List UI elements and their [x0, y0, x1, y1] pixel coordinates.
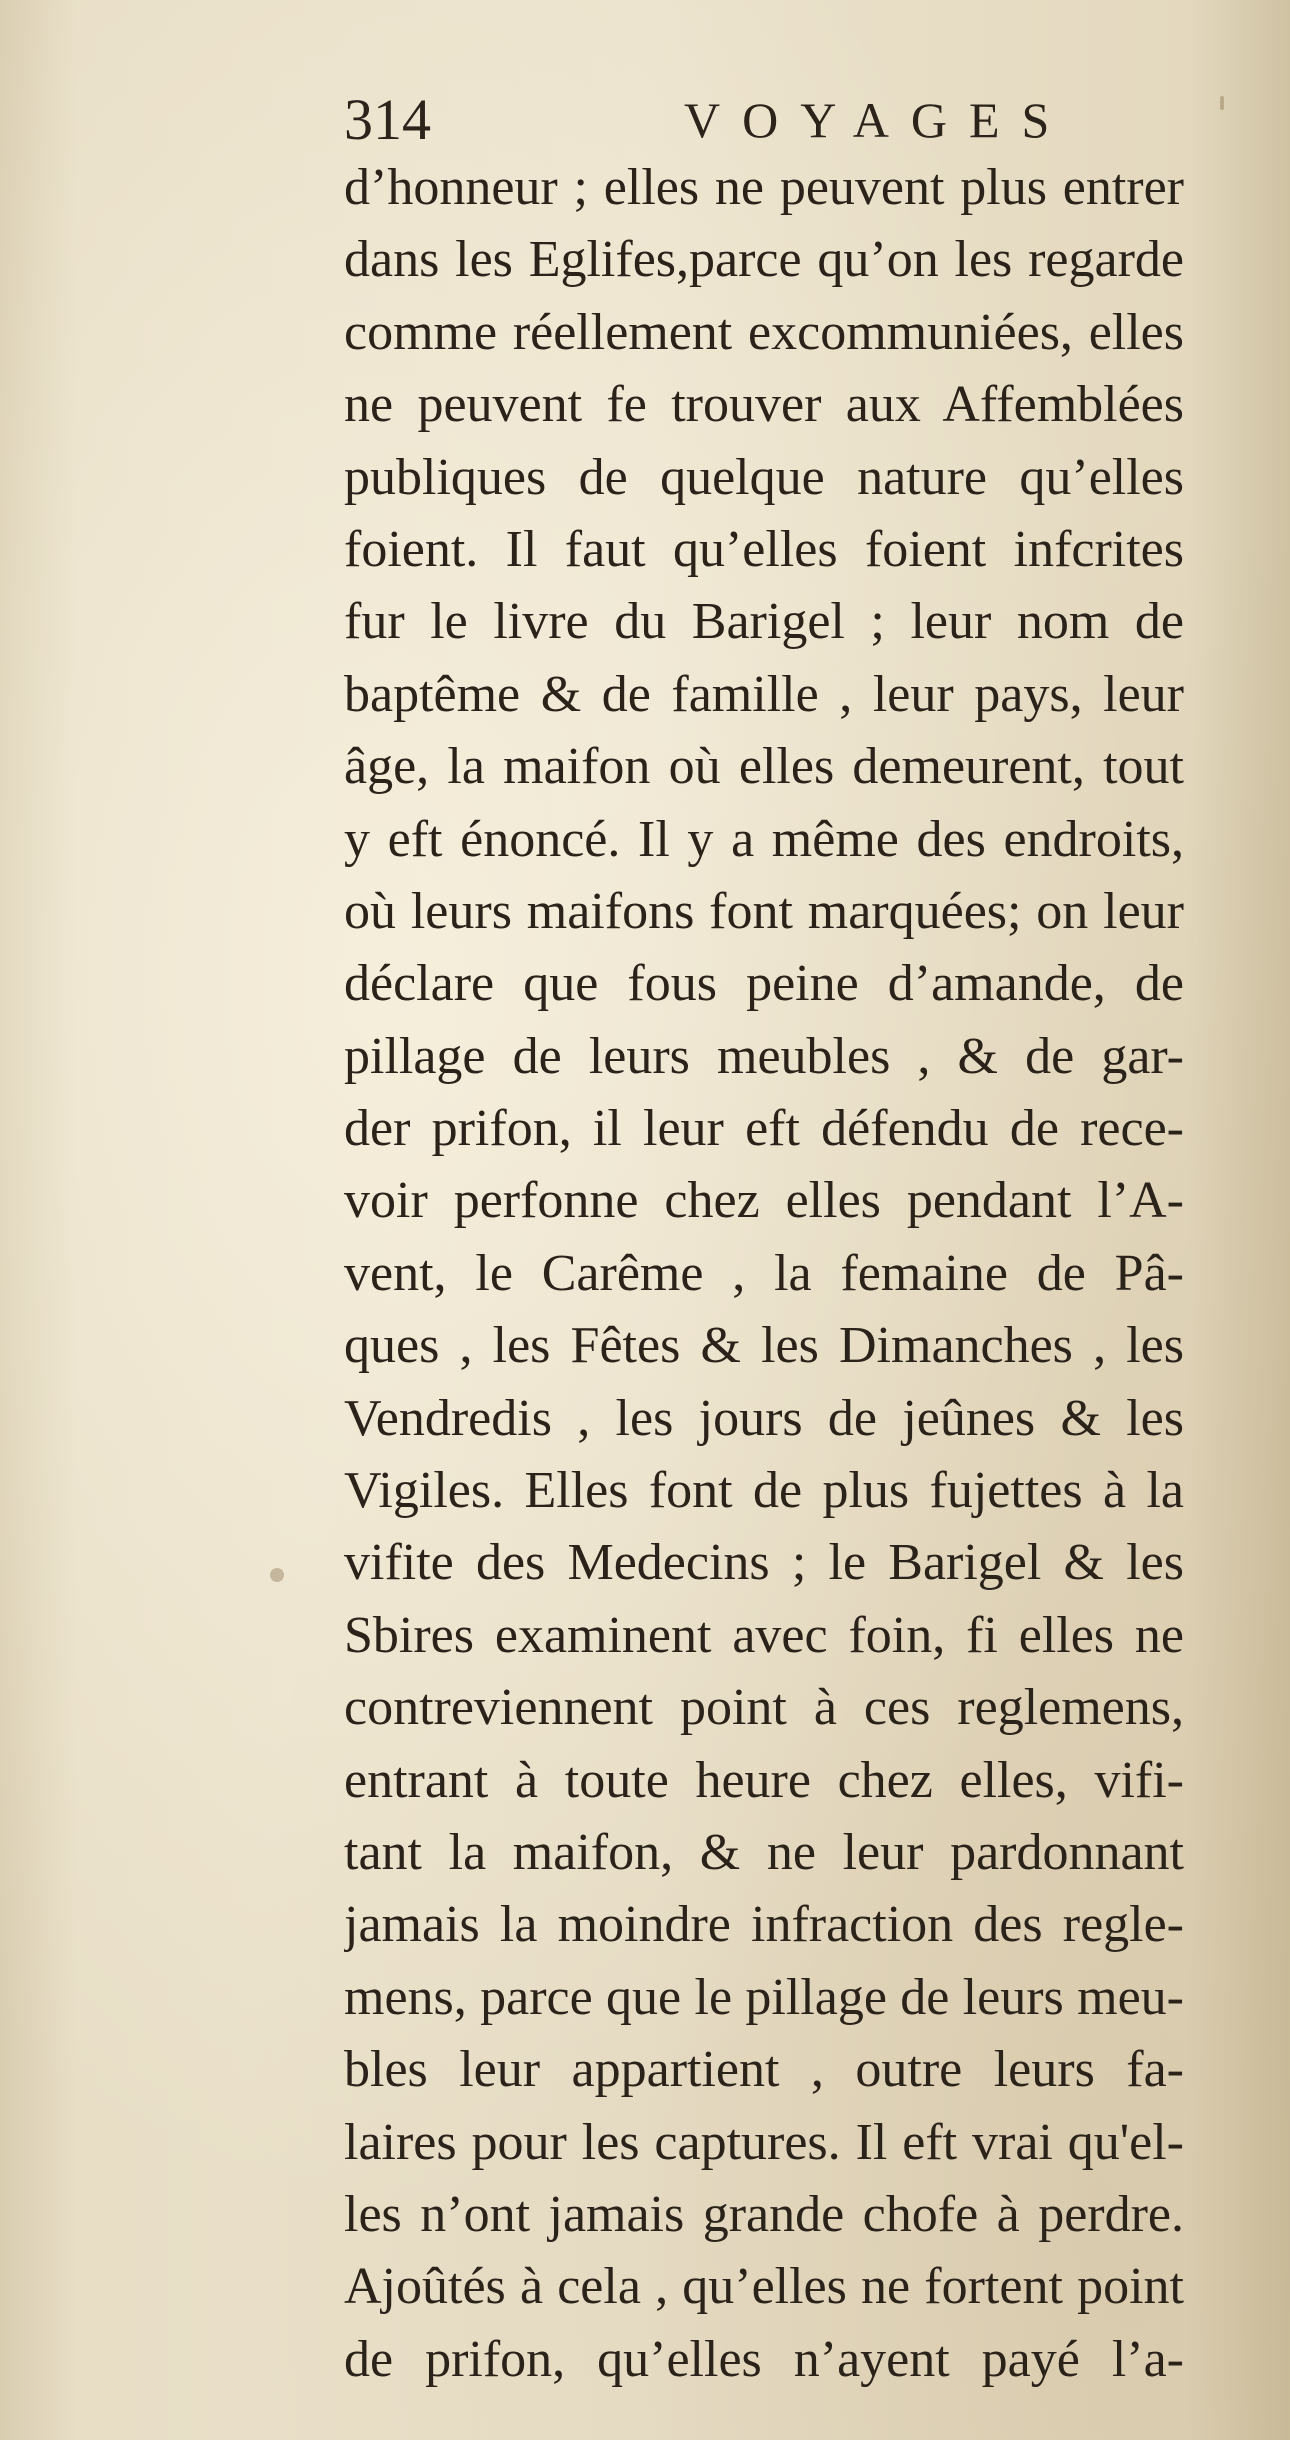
text-line: bles leur appartient , outre leurs fa- — [344, 2041, 1184, 2099]
text-line: d’honneur ; elles ne peuvent plus entrer — [344, 159, 1184, 216]
text-line: mens, parce que le pillage de leurs meu- — [344, 1968, 1184, 2026]
text-line: vent, le Carême , la femaine de Pâ- — [344, 1244, 1184, 1302]
text-line: où leurs maifons font marquées; on leur — [344, 882, 1184, 940]
text-line: Ajoûtés à cela , qu’elles ne fortent point — [344, 2258, 1184, 2316]
page-number: 314 — [344, 87, 431, 152]
page-header — [344, 80, 1144, 160]
text-line: fur le livre du Barigel ; leur nom de — [344, 593, 1184, 651]
text-line: comme réellement excommuniées, elles — [344, 303, 1184, 361]
text-line: ques , les Fêtes & les Dimanches , les — [344, 1317, 1184, 1375]
text-line: Vendredis , les jours de jeûnes & les — [344, 1389, 1184, 1447]
text-line: vifite des Medecins ; le Barigel & les — [344, 1534, 1184, 1592]
paper-stain — [270, 1568, 284, 1582]
text-line: publiques de quelque nature qu’elles — [344, 448, 1184, 506]
text-line: ne peuvent fe trouver aux Affemblées — [344, 376, 1184, 434]
text-line: foient. Il faut qu’elles foient infcrites — [344, 520, 1184, 578]
text-line: de prifon, qu’elles n’ayent payé l’a- — [344, 2330, 1184, 2388]
text-line: entrant à toute heure chez elles, vifi- — [344, 1751, 1184, 1809]
body-text — [344, 152, 1184, 2396]
text-line: baptême & de famille , leur pays, leur — [344, 665, 1184, 723]
text-line: contreviennent point à ces reglemens, — [344, 1679, 1184, 1737]
text-line: pillage de leurs meubles , & de gar- — [344, 1027, 1184, 1085]
paper-stain — [1220, 96, 1224, 110]
text-line: tant la maifon, & ne leur pardonnant — [344, 1823, 1184, 1881]
running-title: VOYAGES — [684, 92, 1072, 148]
text-line: Vigiles. Elles font de plus fujettes à la — [344, 1462, 1184, 1520]
text-line: y eft énoncé. Il y a même des endroits, — [344, 810, 1184, 868]
text-line: voir perfonne chez elles pendant l’A- — [344, 1172, 1184, 1230]
text-line: der prifon, il leur eft défendu de rece- — [344, 1100, 1184, 1158]
text-line: laires pour les captures. Il eft vrai qu'el- — [344, 2113, 1184, 2171]
text-line: âge, la maifon où elles demeurent, tout — [344, 738, 1184, 796]
text-line: les n’ont jamais grande chofe à perdre. — [344, 2185, 1184, 2243]
text-line: déclare que fous peine d’amande, de — [344, 955, 1184, 1013]
text-line: jamais la moindre infraction des regle- — [344, 1896, 1184, 1954]
text-line: dans les Eglifes,parce qu’on les regarde — [344, 231, 1184, 289]
text-line: Sbires examinent avec foin, fi elles ne — [344, 1606, 1184, 1664]
